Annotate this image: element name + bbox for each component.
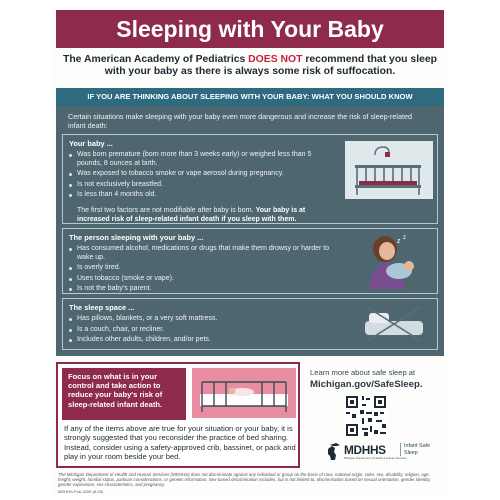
section-subhead: IF YOU ARE THINKING ABOUT SLEEPING WITH YOUR BABY: WHAT YOU SHOULD KNOW <box>56 88 444 106</box>
your-baby-list <box>69 151 327 202</box>
your-baby-label: Your baby ... <box>69 139 113 148</box>
tag-line-1: Infant Safe <box>404 443 431 449</box>
qr-code-icon <box>344 394 388 438</box>
crib-icon <box>345 141 433 199</box>
list-item: Is a couch, chair, or recliner. <box>69 326 331 335</box>
note-bold: Your baby is at increased risk of sleep-related infant death if you sleep with them. <box>77 207 306 223</box>
list-item: Is less than 4 months old. <box>69 191 327 200</box>
advice-text: If any of the items above are true for your situation or your baby, it is strongly suggested that you reconsider the practice of bed sharing. Instead, consider using a safety-approved crib, bassinet, or pack and play in your room beside your bed. <box>64 424 296 462</box>
mdhhs-wordmark: MDHHS <box>344 443 386 457</box>
svg-text:z: z <box>403 235 406 241</box>
list-item: Was born premature (born more than 3 weeks early) or weighed less than 5 pounds, 8 ounces at birth. <box>69 151 327 168</box>
parent-holding-baby-icon <box>359 233 429 289</box>
baby-in-crib-illustration <box>192 368 296 418</box>
list-item: Uses tobacco (smoke or vape). <box>69 275 331 284</box>
mdhhs-subtitle: Michigan Department of Health & Human Services <box>344 456 407 460</box>
list-item: Is not exclusively breastfed. <box>69 181 327 190</box>
mdhhs-logo <box>326 440 446 464</box>
crossed-out-bed-icon <box>359 303 429 345</box>
person-list <box>69 245 331 296</box>
list-item: Includes other adults, children, and/or pets. <box>69 336 331 345</box>
your-baby-box <box>62 134 438 224</box>
person-box <box>62 228 438 294</box>
sleep-space-box <box>62 298 438 350</box>
qr-code[interactable] <box>344 394 388 438</box>
person-label: The person sleeping with your baby ... <box>69 233 204 242</box>
your-baby-note <box>77 207 339 224</box>
aap-warning <box>62 54 438 78</box>
warning-text-after: recommend that you sleep with your baby as there is always some risk of suffocation. <box>104 54 437 77</box>
michigan-map-icon <box>326 441 342 461</box>
take-action-box <box>56 362 300 468</box>
sleep-space-list <box>69 315 331 347</box>
learn-more-text: Learn more about safe sleep at <box>310 368 416 377</box>
warning-text-before: The American Academy of Pediatrics <box>62 54 249 65</box>
page-title: Sleeping with Your Baby <box>56 10 444 48</box>
focus-callout: Focus on what is in your control and take action to reduce your baby's risk of sleep-related infant death. <box>62 368 186 420</box>
tired-parent-illustration <box>359 233 429 289</box>
nondiscrimination-disclaimer: The Michigan Department of Health and Human Services (MDHHS) does not discriminate against any individual or group on the basis of race, national origin, color, sex, disability, religion, age, height, weight, familial status, partisan considerations, or genetic information. Sex-based discrimination includes, but is not limited to, discrimination based on sexual orientation, gender identity, gender expression, sex characteristics, and pregnancy. <box>58 472 431 488</box>
flyer-page <box>52 6 448 496</box>
risk-factors-panel <box>56 106 444 356</box>
list-item: Is not the baby's parent. <box>69 285 331 294</box>
crib-illustration <box>345 141 433 199</box>
list-item: Is overly tired. <box>69 264 331 273</box>
list-item: Was exposed to tobacco smoke or vape aerosol during pregnancy. <box>69 170 327 179</box>
baby-crib-icon <box>192 368 296 418</box>
list-item: Has consumed alcohol, medications or drugs that make them drowsy or harder to wake up. <box>69 245 331 262</box>
unsafe-space-illustration <box>359 303 429 345</box>
publication-code: MDHHS-Pub-2209 (8-25) <box>58 489 104 494</box>
note-plain: The first two factors are not modifiable after baby is born. <box>77 207 256 214</box>
tag-line-2: Sleep <box>404 449 418 456</box>
safe-sleep-link[interactable]: Michigan.gov/SafeSleep. <box>310 379 423 390</box>
sleep-space-label: The sleep space ... <box>69 303 135 312</box>
warning-emphasis: DOES NOT <box>248 54 303 65</box>
list-item: Has pillows, blankets, or a very soft mattress. <box>69 315 331 324</box>
infant-safe-sleep-tag <box>400 443 430 456</box>
intro-text: Certain situations make sleeping with your baby even more dangerous and increase the risk of sleep-related infant death: <box>68 112 412 130</box>
svg-text:z: z <box>397 238 401 245</box>
